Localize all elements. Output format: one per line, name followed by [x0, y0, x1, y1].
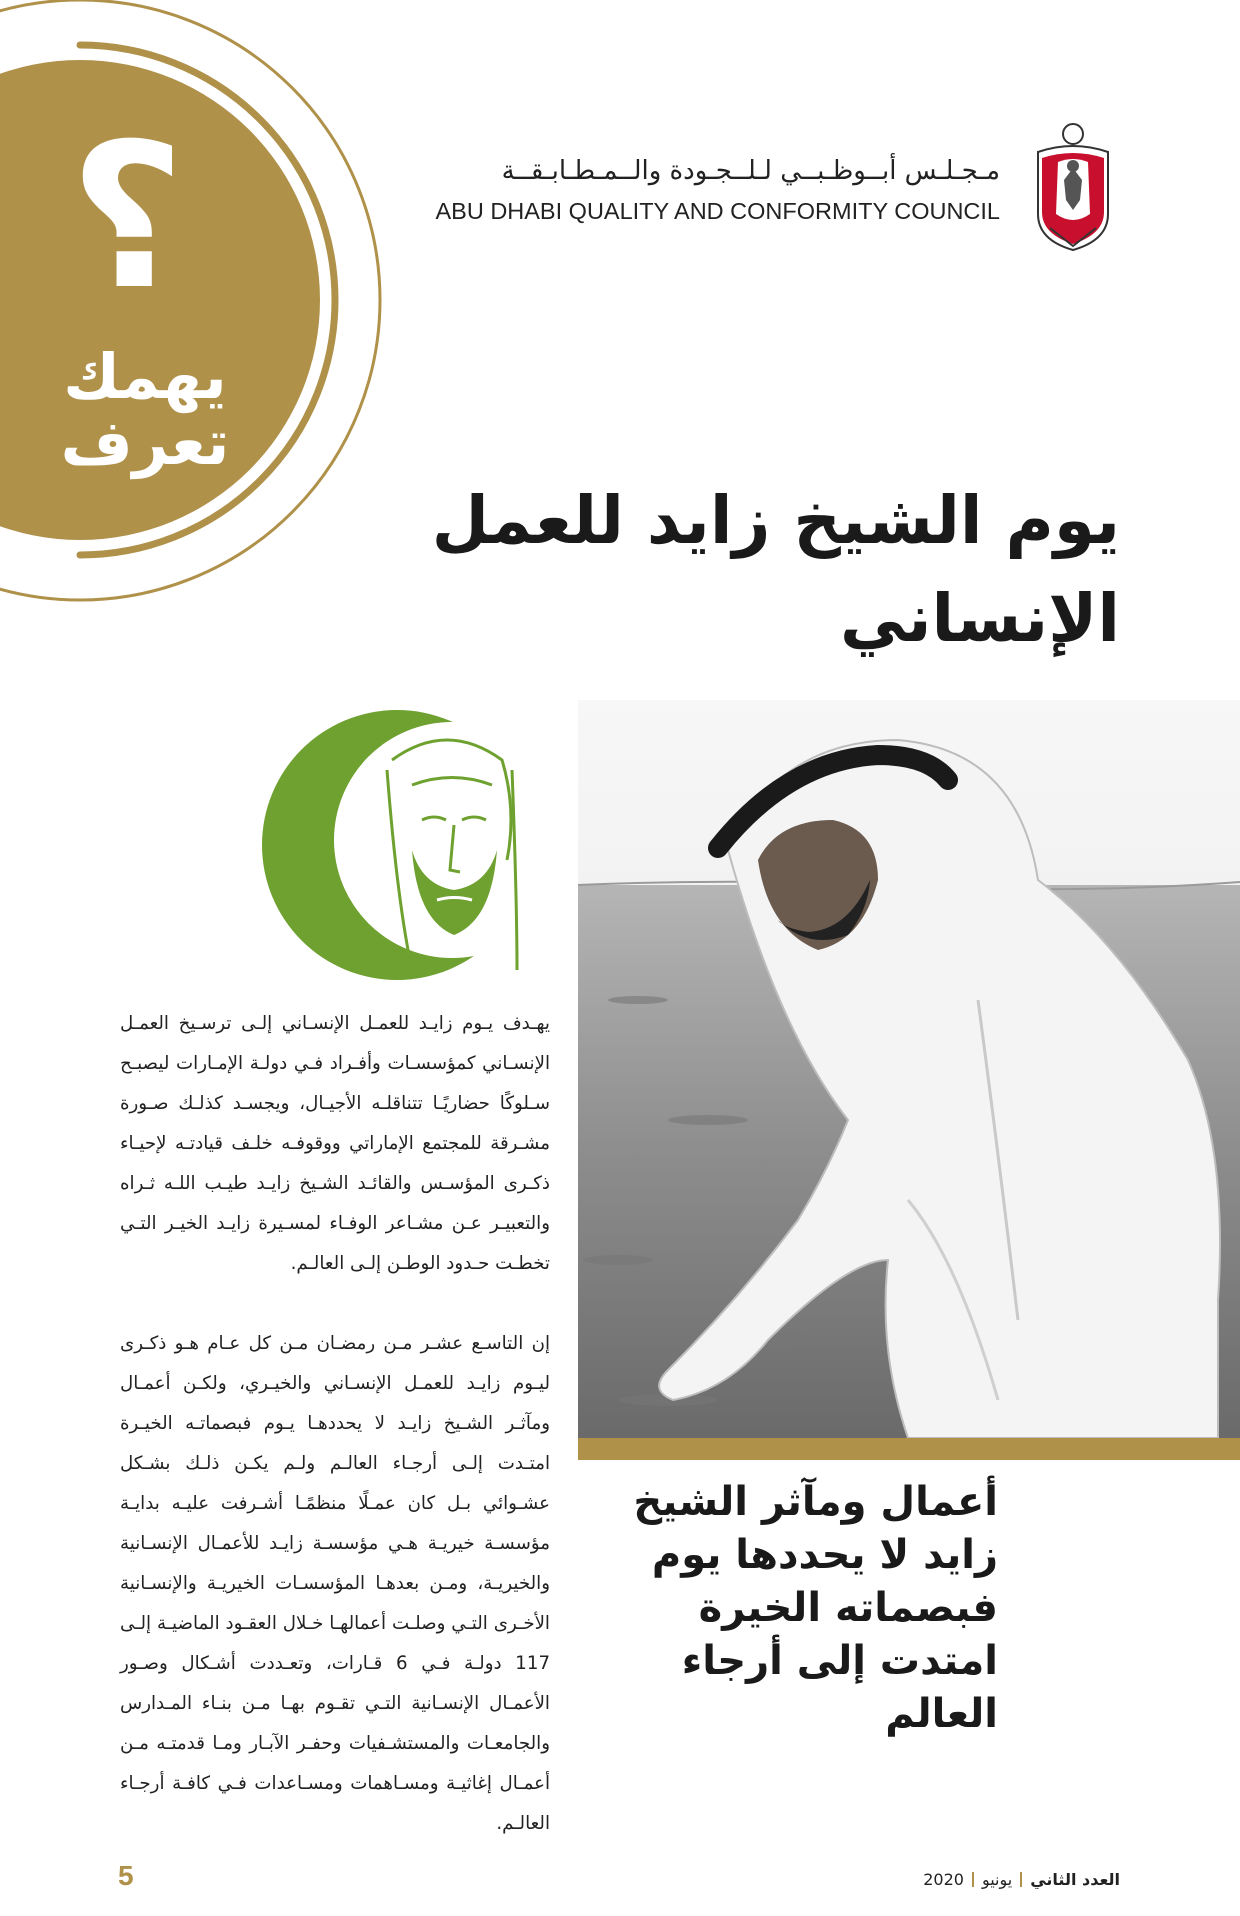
- badge-line-1: يهمك: [63, 340, 227, 413]
- body-paragraph-2: إن التاسـع عشـر مـن رمضـان مـن كل عـام هـو ذكـرى ليـوم زايـد للعمـل الإنسـاني والخيـري، ولكـن أعمـال ومآثـر الشـيخ زايـد لا يحددهـا يـوم فبصماتـه الخيـرة امتـدت إلـى أرجـاء العالـم ولـم يكـن ذلـك بشـكل عشـوائي بـل كان عمـلًا منظمًـا أشـرفت عليـه بدايـة مؤسسـة خيريـة هـي مؤسسـة زايـد للأعمـال الإنسـانية والخيريـة، ومـن بعدهـا المؤسسـات الخيريـة والإنسـانية الأخـرى التـي وصلـت أعمالهـا خـلال العقـود الماضيـة إلـى 117 دولـة فـي 6 قـارات، وتعـددت أشـكال وصـور الأعمـال الإنسـانية التـي تقـوم بهـا مـن بنـاء المـدارس والجامعـات والمستشـفيات وحفـر الآبـار ومـا قدمتـه مـن أعمـال إغاثيـة ومسـاهمات ومسـاعدات فـي كافـة أرجـاء العالـم.: [120, 1333, 551, 1834]
- issue-label: العدد الثاني: [1030, 1870, 1120, 1889]
- issue-year: 2020: [923, 1870, 964, 1889]
- page-number: 5: [118, 1860, 134, 1891]
- pull-quote: أعمال ومآثر الشيخ زايد لا يحددها يوم فبصماته الخيرة امتدت إلى أرجاء العالم: [633, 1479, 998, 1737]
- separator: [972, 1872, 974, 1887]
- council-name-english: ABU DHABI QUALITY AND CONFORMITY COUNCIL: [435, 198, 1000, 224]
- council-name-arabic: مـجـلـس أبــوظـبــي لـلــجـودة والــمـطـابـقــة: [501, 156, 1000, 186]
- article-title: يوم الشيخ زايد للعمل الإنساني: [431, 482, 1120, 657]
- uae-falcon-emblem-icon: [1028, 118, 1118, 260]
- question-mark: ؟: [68, 101, 185, 334]
- photo-gold-bar: [578, 1438, 1240, 1460]
- issue-month: يونيو: [981, 1870, 1013, 1889]
- separator: [1020, 1872, 1022, 1887]
- badge-line-2: تعرف: [60, 406, 230, 479]
- sheikh-zayed-portrait-illustration: [262, 700, 547, 990]
- issue-info: [923, 1870, 1120, 1889]
- sheikh-zayed-desert-photo: [578, 700, 1240, 1438]
- body-paragraph-1: يهـدف يـوم زايـد للعمـل الإنسـاني إلـى ترسـيخ العمـل الإنسـاني كمؤسسـات وأفـراد فـي دولـة الإمـارات ليصبـح سـلوكًا حضاريًـا تتناقلـه الأجيـال، ويجسـد كذلـك صـورة مشـرقة للمجتمع الإماراتي ووقوفـه خلـف قيادتـه لإحيـاء ذكـرى المؤسـس والقائـد الشـيخ زايـد طيـب اللـه ثـراه والتعبيـر عـن مشـاعر الوفـاء لمسـيرة زايـد الخيـر التـي تخطـت حـدود الوطـن إلـى العالـم.: [120, 1013, 550, 1274]
